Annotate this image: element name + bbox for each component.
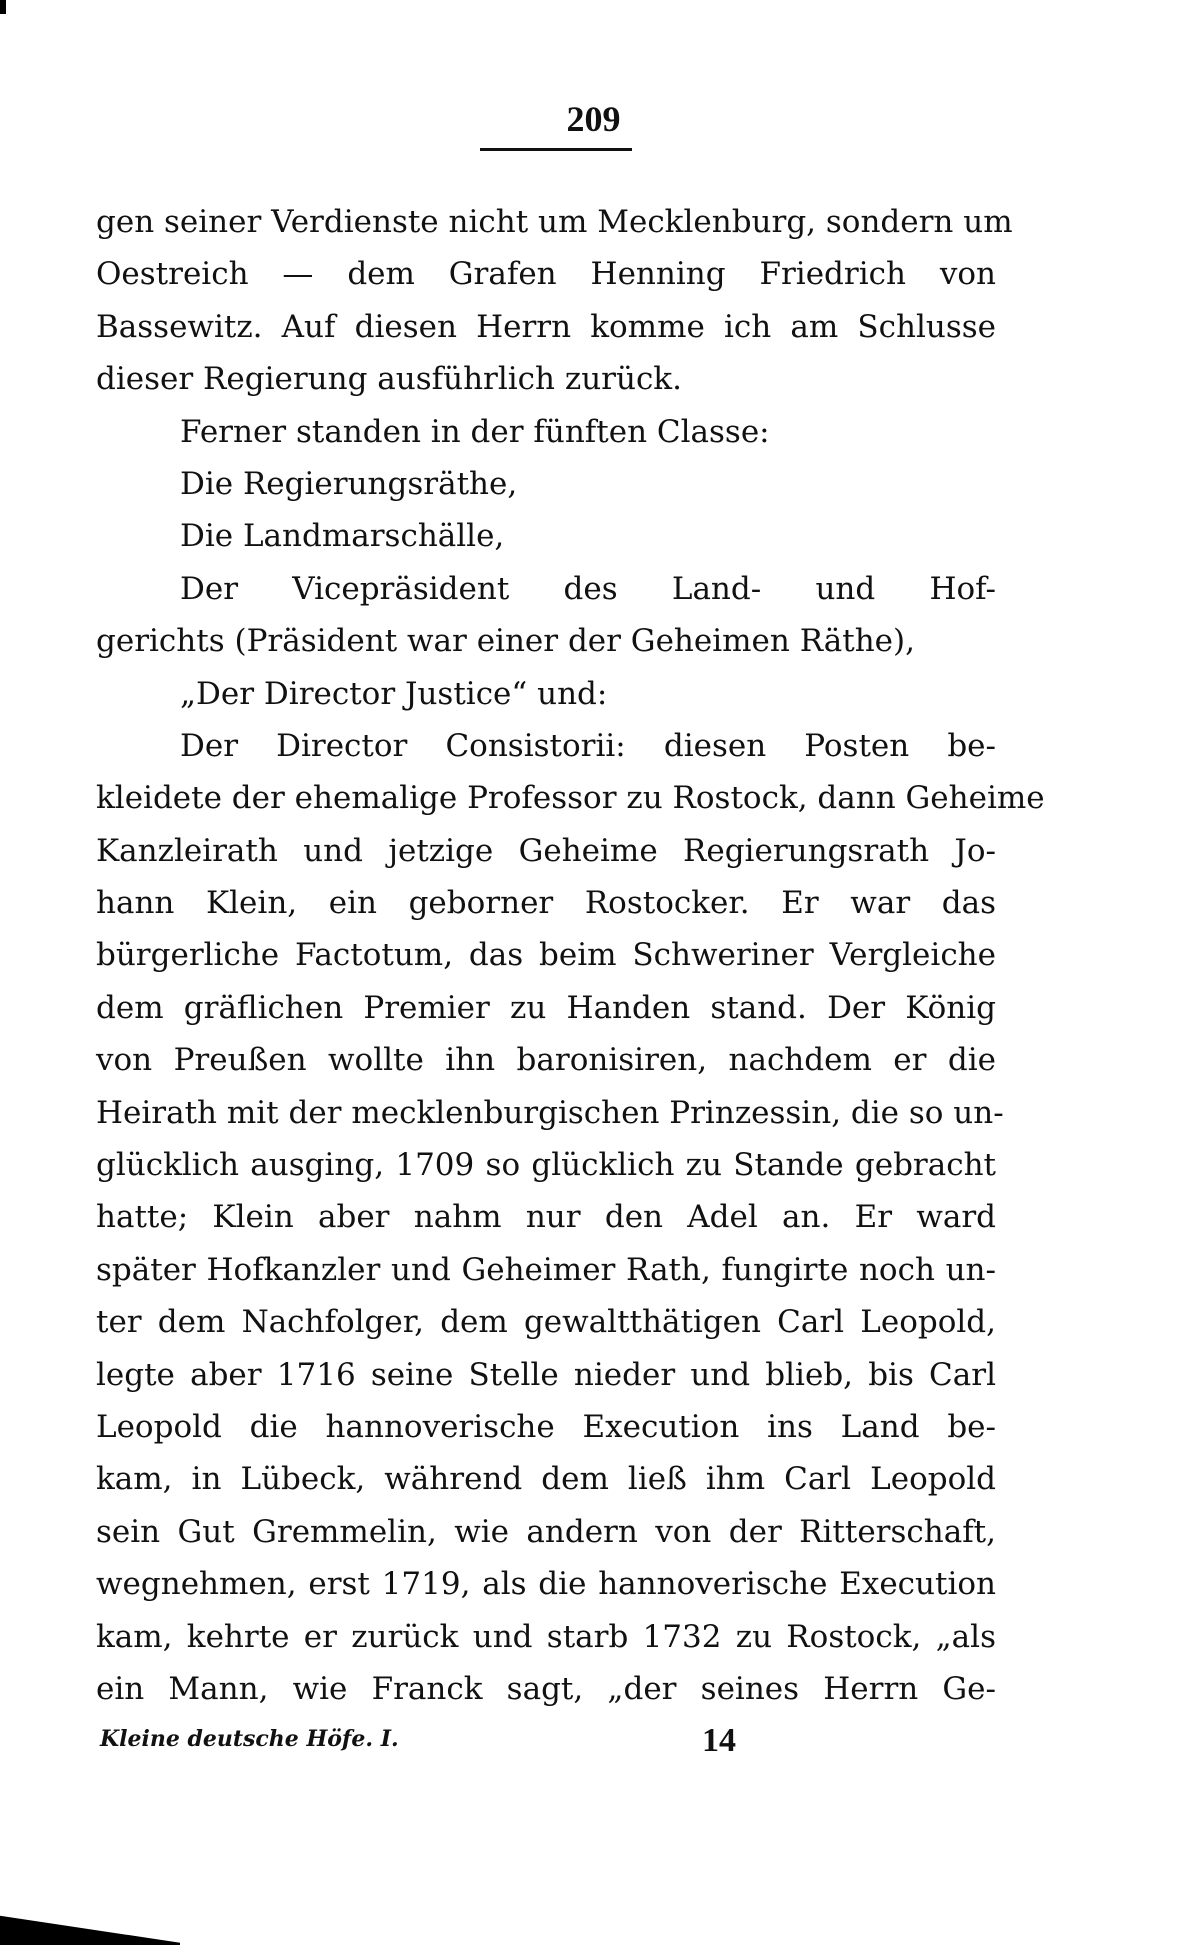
header-rule (480, 148, 632, 151)
text-line: kleidete der ehemalige Professor zu Rostock, dann Geheime (96, 780, 1045, 817)
text-line: Leopold die hannoverische Execution ins Land be- (96, 1408, 996, 1445)
text-line: kam, in Lübeck, während dem ließ ihm Carl Leopold (96, 1461, 996, 1498)
text-line: Die Regierungsräthe, (180, 465, 518, 502)
text-line: hatte; Klein aber nahm nur den Adel an. Er ward (96, 1199, 996, 1236)
page-footer (96, 1722, 996, 1762)
text-line: Heirath mit der mecklenburgischen Prinzessin, die so un- (96, 1094, 1004, 1131)
body-text (96, 196, 1045, 1715)
page-edge-mark (0, 0, 6, 14)
scan-shadow (0, 1900, 180, 1945)
text-line: Der Vicepräsident des Land- und Hof- (180, 570, 996, 607)
text-line: Oestreich — dem Grafen Henning Friedrich von (96, 256, 996, 293)
text-line: bürgerliche Factotum, das beim Schweriner Vergleiche (96, 937, 996, 974)
text-line: glücklich ausging, 1709 so glücklich zu Stande gebracht (96, 1147, 996, 1184)
text-line: legte aber 1716 seine Stelle nieder und blieb, bis Carl (96, 1356, 996, 1393)
page-number: 209 (566, 99, 621, 139)
text-line: Ferner standen in der fünften Classe: (180, 413, 770, 450)
text-line: ter dem Nachfolger, dem gewaltthätigen Carl Leopold, (96, 1304, 996, 1341)
text-line: Die Landmarschälle, (180, 518, 505, 555)
text-line: kam, kehrte er zurück und starb 1732 zu Rostock, „als (96, 1618, 996, 1655)
text-line: gerichts (Präsident war einer der Geheimen Räthe), (96, 623, 915, 660)
text-line: von Preußen wollte ihn baronisiren, nachdem er die (96, 1042, 996, 1079)
text-line: wegnehmen, erst 1719, als die hannoverische Execution (96, 1566, 996, 1603)
text-line: sein Gut Gremmelin, wie andern von der Ritterschaft, (96, 1513, 996, 1550)
text-line: hann Klein, ein geborner Rostocker. Er war das (96, 885, 996, 922)
text-line: Bassewitz. Auf diesen Herrn komme ich am Schlusse (96, 308, 996, 345)
sheet-number: 14 (702, 1722, 736, 1759)
text-line: später Hofkanzler und Geheimer Rath, fungirte noch un- (96, 1251, 996, 1288)
text-line: „Der Director Justice“ und: (180, 675, 608, 712)
text-line: dieser Regierung ausführlich zurück. (96, 361, 682, 398)
text-line: Kanzleirath und jetzige Geheime Regierungsrath Jo- (96, 832, 996, 869)
signature-line: Kleine deutsche Höfe. I. (100, 1726, 399, 1752)
text-line: dem gräflichen Premier zu Handen stand. Der König (96, 989, 996, 1026)
text-line: ein Mann, wie Franck sagt, „der seines Herrn Ge- (96, 1670, 996, 1707)
text-line: gen seiner Verdienste nicht um Mecklenburg, sondern um (96, 204, 1013, 240)
text-line: Der Director Consistorii: diesen Posten be- (180, 727, 996, 764)
